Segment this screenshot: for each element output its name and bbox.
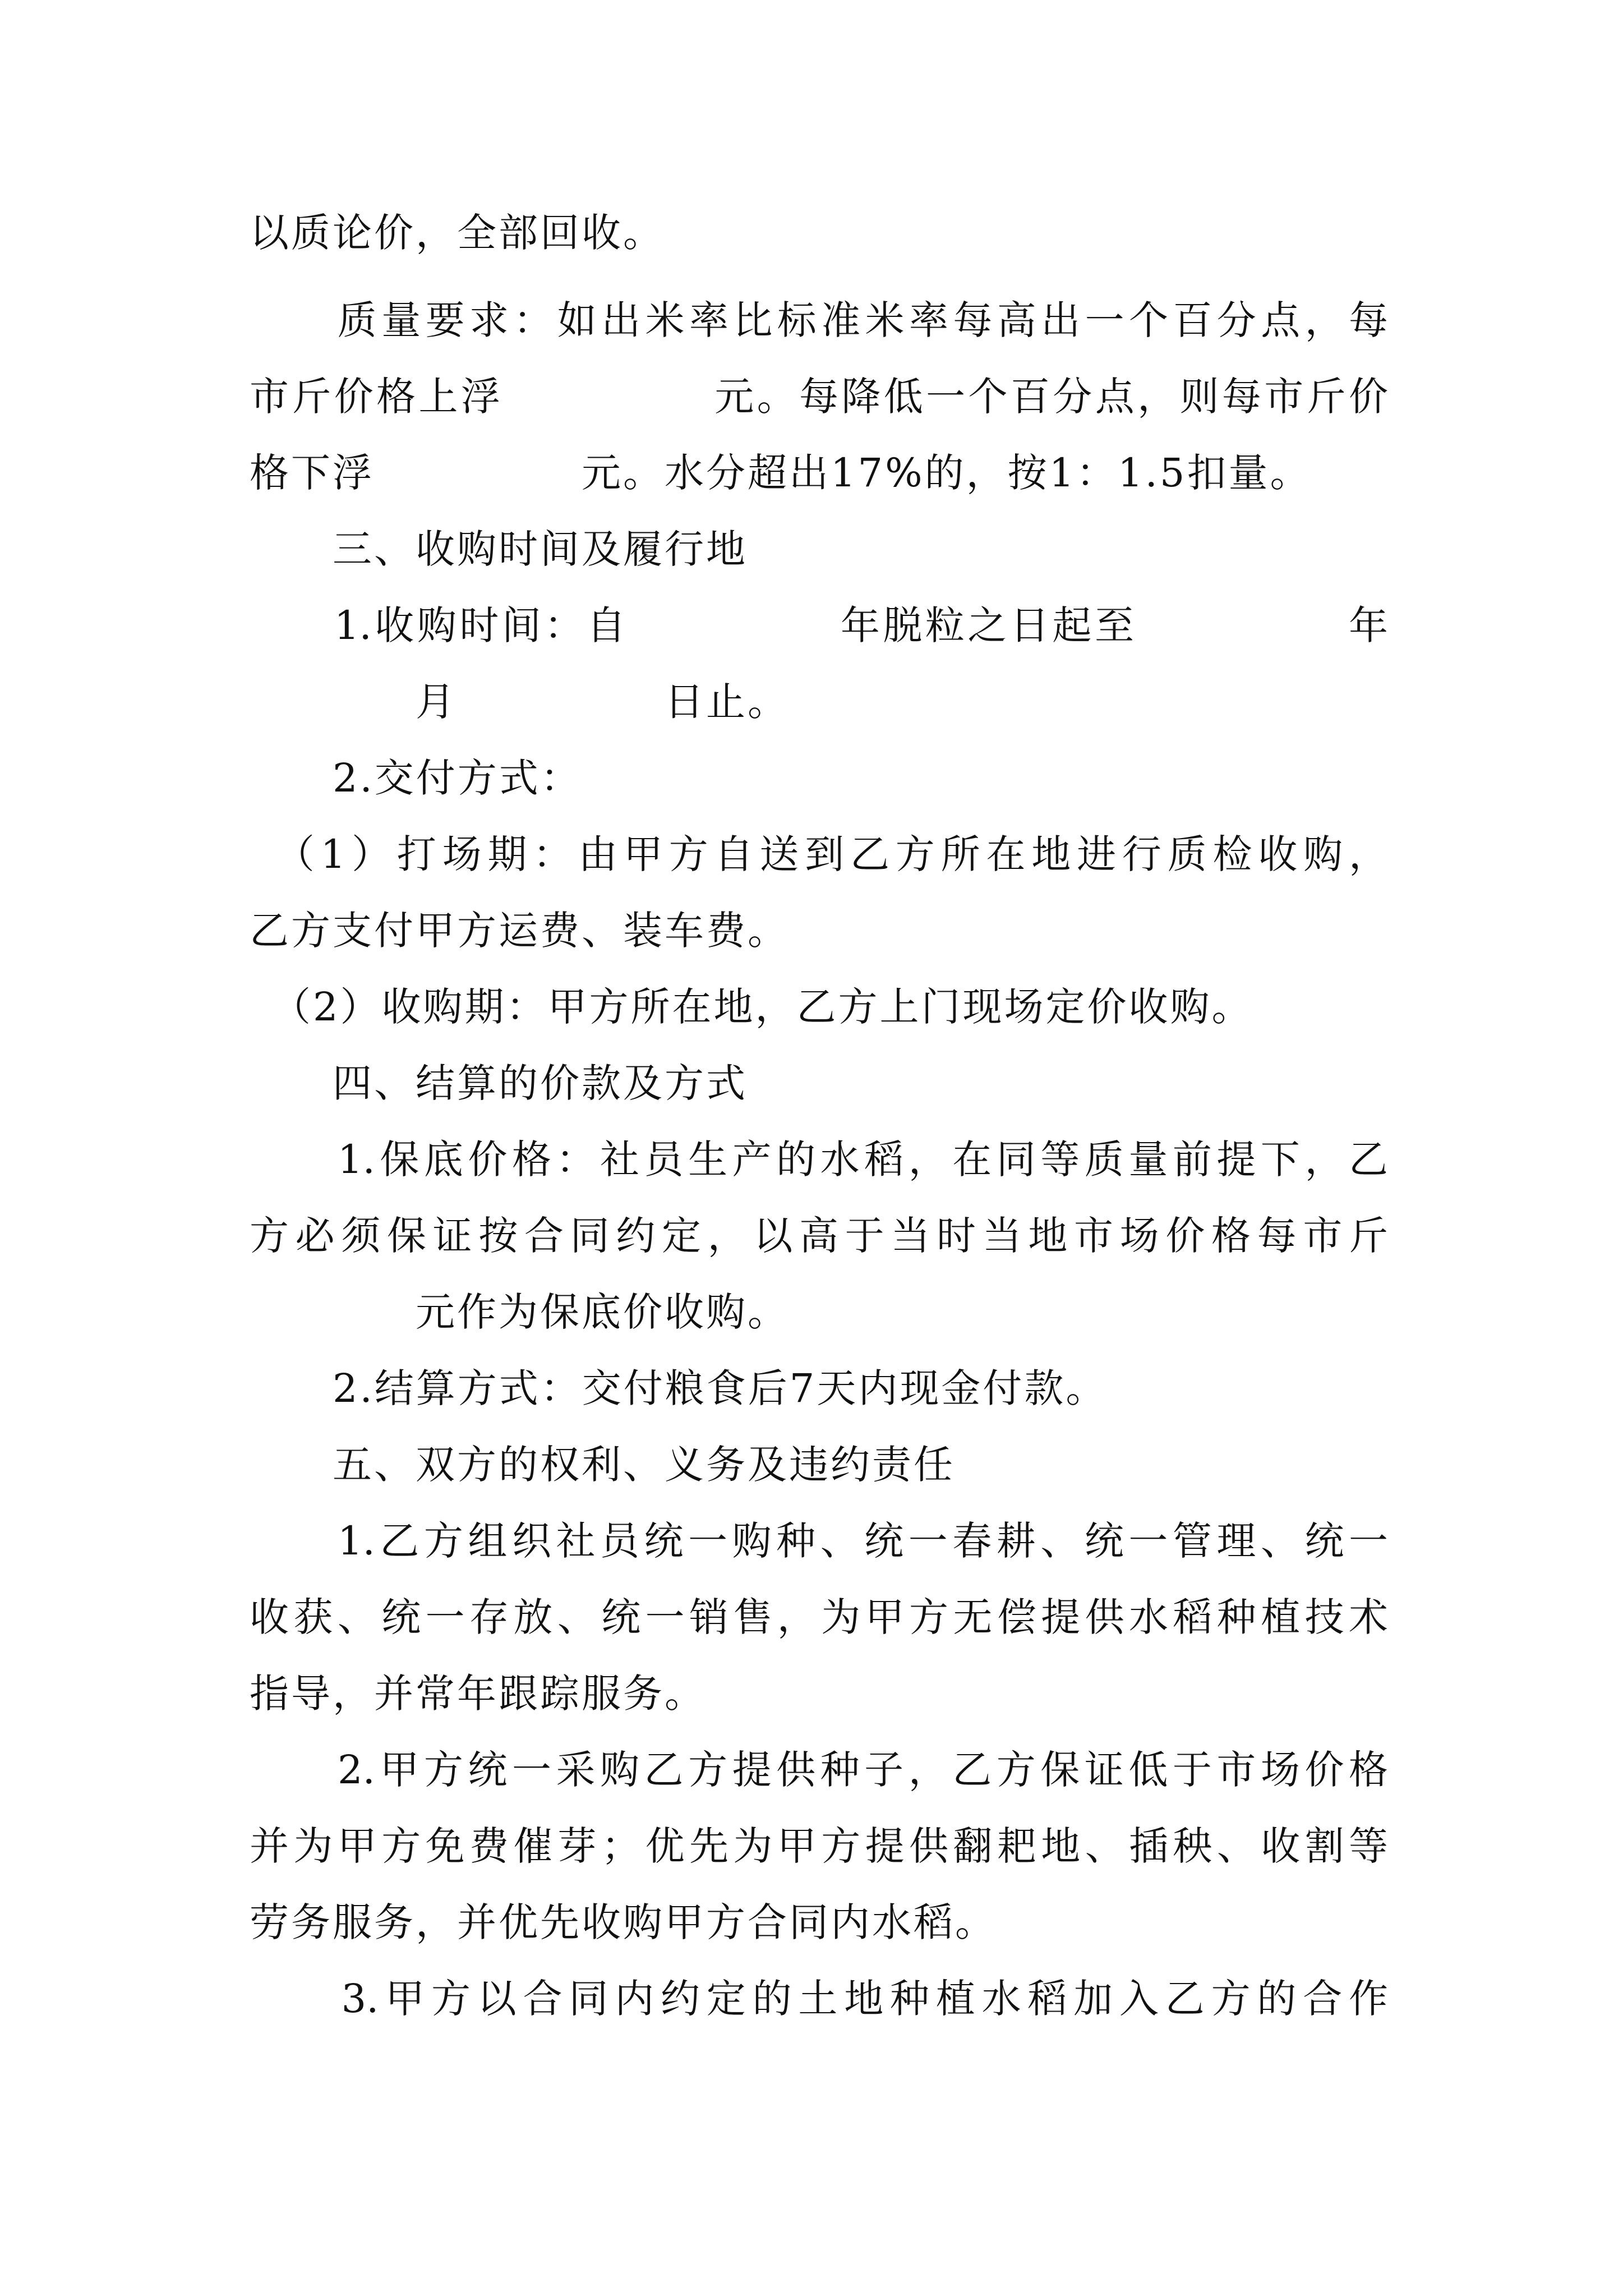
- section-heading: 四、结算的价款及方式: [250, 1060, 748, 1106]
- paragraph-line: 格下浮 元。水分超出17%的，按1：1.5扣量。: [250, 450, 1312, 496]
- paragraph-line: 月 日止。: [250, 679, 789, 725]
- paragraph-line: 并为甲方免费催芽；优先为甲方提供翻耙地、插秧、收割等: [250, 1823, 1388, 1869]
- paragraph-line: 乙方支付甲方运费、装车费。: [250, 908, 789, 954]
- section-heading: 五、双方的权利、义务及违约责任: [250, 1442, 955, 1488]
- paragraph-line: 指导，并常年跟踪服务。: [250, 1671, 706, 1717]
- paragraph-line: 2.甲方统一采购乙方提供种子，乙方保证低于市场价格: [250, 1747, 1388, 1793]
- section-heading: 三、收购时间及履行地: [250, 526, 748, 572]
- paragraph-line: 1.收购时间：自 年脱粒之日起至 年: [250, 602, 1388, 648]
- paragraph-line: 市斤价格上浮 元。每降低一个百分点，则每市斤价: [250, 374, 1388, 420]
- paragraph-line: 收获、统一存放、统一销售，为甲方无偿提供水稻种植技术: [250, 1594, 1388, 1640]
- paragraph-line: （2）收购期：甲方所在地，乙方上门现场定价收购。: [250, 984, 1253, 1030]
- paragraph-line: 方必须保证按合同约定，以高于当时当地市场价格每市斤: [250, 1213, 1388, 1259]
- paragraph-line: 3.甲方以合同内约定的土地种植水稻加入乙方的合作: [250, 1976, 1388, 2022]
- paragraph-line: 劳务服务，并优先收购甲方合同内水稻。: [250, 1899, 997, 1945]
- paragraph-line: 2.交付方式：: [250, 755, 582, 801]
- paragraph-line: 元作为保底价收购。: [250, 1289, 789, 1335]
- paragraph-line: 1.保底价格：社员生产的水稻，在同等质量前提下，乙: [250, 1137, 1388, 1182]
- paragraph-line: 质量要求：如出米率比标准米率每高出一个百分点，每: [250, 297, 1388, 343]
- paragraph-line: 以质论价，全部回收。: [250, 210, 665, 256]
- paragraph-line: 2.结算方式：交付粮食后7天内现金付款。: [250, 1365, 1108, 1411]
- paragraph-line: 1.乙方组织社员统一购种、统一春耕、统一管理、统一: [250, 1518, 1388, 1564]
- paragraph-line: （1）打场期：由甲方自送到乙方所在地进行质检收购，: [250, 831, 1388, 877]
